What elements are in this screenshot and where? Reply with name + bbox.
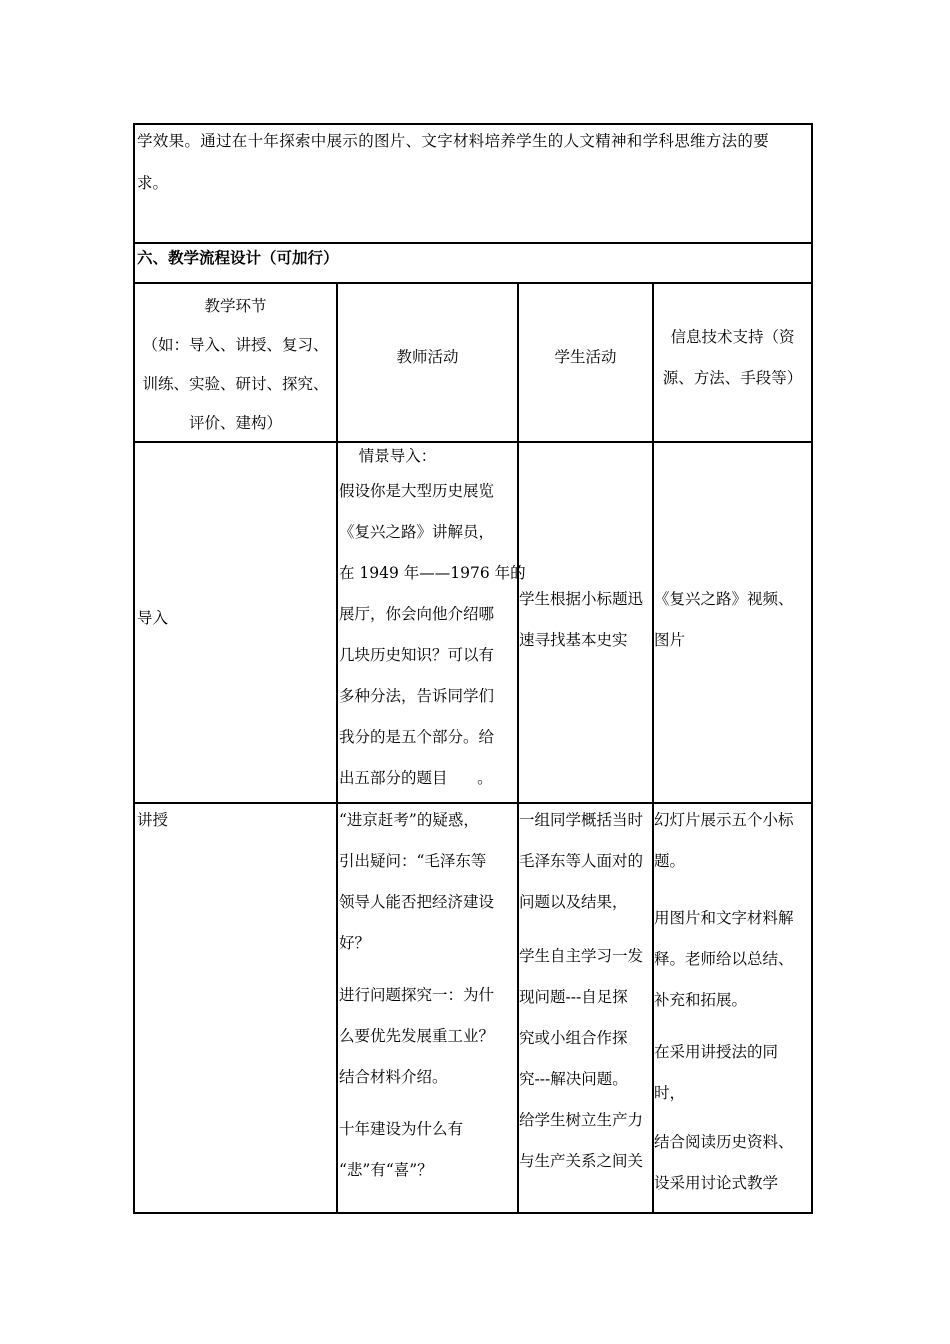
header-teacher: 教师活动 [396, 348, 459, 366]
text-line: 结合材料介绍。 [339, 1068, 448, 1086]
header-stage-line: 评价、建构） [188, 414, 282, 432]
text-line: 问题以及结果， [519, 893, 628, 911]
text-line: 假设你是大型历史展览 [339, 482, 495, 500]
text-line: 《复兴之路》讲解员， [339, 523, 495, 541]
text-line: 进行问题探究一：为什 [339, 986, 495, 1004]
row-tech-lecture [654, 800, 811, 1204]
text-line: 我分的是五个部分。给 [339, 728, 495, 746]
text-line: 题。 [654, 852, 686, 870]
text-line: 释。老师给以总结、 [654, 950, 794, 968]
text-line: 幻灯片展示五个小标 [654, 811, 794, 829]
text-line: 补充和拓展。 [654, 991, 748, 1009]
text-line: 究或小组合作探 [519, 1029, 628, 1047]
divider [135, 282, 811, 284]
text-line: “进京赶考”的疑惑， [339, 811, 479, 829]
section-title: 六、教学流程设计（可加行） [137, 248, 339, 267]
text-line: 图片 [654, 631, 686, 649]
text-line: 结合阅读历史资料、 [654, 1133, 794, 1151]
text-line: 好？ [339, 934, 371, 952]
text-line: “悲”有“喜”？ [339, 1161, 433, 1179]
row-student-lecture [519, 800, 652, 1182]
text-line: 么要优先发展重工业？ [339, 1027, 495, 1045]
intro-line-2: 求。 [137, 174, 169, 192]
row-student-intro [519, 579, 652, 661]
text-line: 情景导入： [339, 447, 437, 465]
text-line: 多种分法，告诉同学们 [339, 687, 495, 705]
header-stage-line: 训练、实验、研讨、探究、 [142, 375, 329, 393]
column-divider [336, 282, 338, 1212]
text-line: 时， [654, 1084, 686, 1102]
lesson-plan-table [133, 123, 813, 1214]
header-stage-line: 教学环节 [204, 297, 267, 315]
text-line: 现问题---自足探 [519, 988, 628, 1006]
text-line: 究---解决问题。 [519, 1070, 628, 1088]
header-tech [654, 317, 811, 399]
row-stage-lecture: 讲授 [137, 811, 169, 829]
text-line: 毛泽东等人面对的 [519, 852, 644, 870]
text-line: 在 1949 年——1976 年的 [339, 564, 526, 582]
header-stage [135, 287, 336, 443]
text-line: 给学生树立生产力 [519, 1111, 644, 1129]
header-student: 学生活动 [554, 348, 617, 366]
text-line: 用图片和文字材料解 [654, 909, 794, 927]
text-line: 学生根据小标题迅 [519, 590, 644, 608]
text-line: 一组同学概括当时 [519, 811, 644, 829]
text-line: 《复兴之路》视频、 [654, 590, 794, 608]
text-line: 在采用讲授法的同 [654, 1043, 779, 1061]
text-line: 速寻找基本史实 [519, 631, 628, 649]
header-stage-line: （如：导入、讲授、复习、 [142, 336, 329, 354]
text-line: 几块历史知识？可以有 [339, 646, 495, 664]
row-teacher-lecture [339, 800, 517, 1191]
text-line: 与生产关系之间关 [519, 1152, 644, 1170]
text-line: 展厅，你会向他介绍哪 [339, 605, 495, 623]
text-line: 学生自主学习一发 [519, 947, 644, 965]
row-stage-intro: 导入 [137, 609, 169, 627]
text-line: 设采用讨论式教学 [654, 1174, 779, 1192]
row-teacher-intro [339, 441, 526, 799]
text-line: 引出疑问：“毛泽东等 [339, 852, 487, 870]
row-tech-intro [654, 579, 811, 661]
header-tech-line: 信息技术支持（资 [670, 328, 795, 346]
text-line: 十年建设为什么有 [339, 1120, 464, 1138]
text-line: 出五部分的题目 。 [339, 769, 493, 787]
header-tech-line: 源、方法、手段等） [662, 369, 803, 387]
text-line: 领导人能否把经济建设 [339, 893, 495, 911]
intro-line-1: 学效果。通过在十年探索中展示的图片、文字材料培养学生的人文精神和学科思维方法的要 [137, 132, 770, 150]
